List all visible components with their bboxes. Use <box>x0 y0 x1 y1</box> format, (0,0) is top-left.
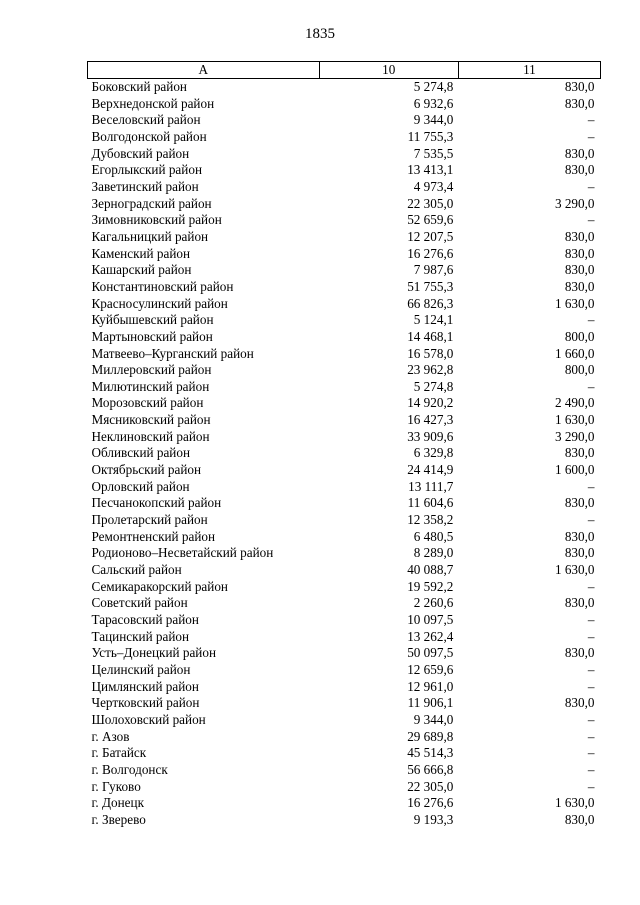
row-value-11-cell: 830,0 <box>564 528 595 544</box>
row-value-10-cell: 10 097,5 <box>407 612 454 627</box>
row-value-11-cell: 1 630,0 <box>554 412 595 428</box>
row-value-11-cell: – <box>587 378 595 394</box>
table-row <box>88 312 601 329</box>
row-value-10-cell: 5 124,1 <box>413 312 454 328</box>
row-value-11-cell: 830,0 <box>564 278 595 294</box>
column-header-11: 11 <box>458 62 600 79</box>
row-value-11-cell: 830,0 <box>564 545 595 561</box>
row-value-11-cell: 2 490,0 <box>554 395 595 411</box>
table-row <box>88 595 601 612</box>
row-value-10-cell: 24 414,9 <box>407 462 454 478</box>
row-name-cell: Дубовский район <box>91 145 190 161</box>
table-row <box>88 629 601 646</box>
row-value-10-cell: 50 097,5 <box>407 645 454 661</box>
row-name-cell: Чертковский район <box>91 695 200 711</box>
row-value-11-cell: – <box>587 178 595 194</box>
table-row <box>88 662 601 679</box>
row-value-10-cell: 12 207,5 <box>407 228 454 244</box>
row-value-10-cell: 6 932,6 <box>413 95 454 111</box>
row-value-10-cell: 4 973,4 <box>413 178 454 194</box>
row-value-10-cell: 11 604,6 <box>407 495 454 511</box>
row-value-10-cell: 9 344,0 <box>413 112 454 128</box>
row-name-cell: Боковский район <box>91 79 187 94</box>
row-name-cell: Заветинский район <box>91 178 199 194</box>
table-row <box>88 579 601 596</box>
table-row <box>88 279 601 296</box>
row-name-cell: г. Азов <box>91 728 130 744</box>
row-value-11-cell: 830,0 <box>564 95 595 111</box>
row-value-11-cell: 1 600,0 <box>554 462 595 478</box>
table-row <box>88 229 601 246</box>
row-value-11-cell: – <box>587 212 595 228</box>
row-name-cell: Тарасовский район <box>91 612 199 627</box>
table-header-row <box>88 62 601 79</box>
table-row <box>88 679 601 696</box>
row-name-cell: г. Батайск <box>91 745 147 761</box>
table-row <box>88 562 601 579</box>
table-row <box>88 529 601 546</box>
row-name-cell: Семикаракорский район <box>91 578 228 594</box>
budget-table <box>87 61 601 829</box>
table-row <box>88 79 601 96</box>
table-row <box>88 162 601 179</box>
row-value-10-cell: 52 659,6 <box>407 212 454 228</box>
table-row <box>88 262 601 279</box>
row-value-11-cell: – <box>587 761 595 777</box>
table-row <box>88 395 601 412</box>
row-name-cell: Родионово–Несветайский район <box>91 545 274 561</box>
row-value-10-cell: 9 344,0 <box>413 711 454 727</box>
row-name-cell: Миллеровский район <box>91 362 212 378</box>
row-name-cell: г. Волгодонск <box>91 761 168 777</box>
row-name-cell: г. Зверево <box>91 811 146 827</box>
table-row <box>88 512 601 529</box>
row-value-11-cell: 800,0 <box>564 362 595 378</box>
row-value-10-cell: 16 276,6 <box>407 795 454 811</box>
table-row <box>88 379 601 396</box>
row-value-11-cell: 830,0 <box>564 811 595 827</box>
row-value-10-cell: 9 193,3 <box>413 811 454 827</box>
row-name-cell: Константиновский район <box>91 278 234 294</box>
row-value-11-cell: 830,0 <box>564 228 595 244</box>
row-value-10-cell: 56 666,8 <box>407 761 454 777</box>
row-name-cell: Орловский район <box>91 478 190 494</box>
table-row <box>88 412 601 429</box>
row-name-cell: Морозовский район <box>91 395 204 411</box>
row-value-10-cell: 12 659,6 <box>407 661 454 677</box>
row-name-cell: Кашарский район <box>91 262 192 278</box>
row-name-cell: г. Гуково <box>91 778 141 794</box>
row-name-cell: Красносулинский район <box>91 295 228 311</box>
table-row <box>88 462 601 479</box>
table-row <box>88 96 601 113</box>
row-name-cell: Пролетарский район <box>91 512 208 528</box>
table-row <box>88 745 601 762</box>
row-name-cell: г. Донецк <box>91 795 144 811</box>
table-row <box>88 112 601 129</box>
row-value-10-cell: 33 909,6 <box>407 428 454 444</box>
row-value-10-cell: 11 906,1 <box>407 695 454 711</box>
table-row <box>88 812 601 829</box>
row-name-cell: Куйбышевский район <box>91 312 214 328</box>
row-value-10-cell: 13 413,1 <box>407 162 454 178</box>
row-name-cell: Мясниковский район <box>91 412 211 428</box>
row-name-cell: Сальский район <box>91 562 182 578</box>
row-name-cell: Егорлыкский район <box>91 162 202 178</box>
row-value-10-cell: 12 961,0 <box>407 678 454 694</box>
row-value-11-cell: – <box>587 628 595 644</box>
row-value-11-cell: 3 290,0 <box>554 195 595 211</box>
table-body <box>88 79 601 829</box>
row-value-10-cell: 19 592,2 <box>407 578 454 594</box>
row-value-11-cell: 1 660,0 <box>554 345 595 361</box>
row-value-10-cell: 16 276,6 <box>407 245 454 261</box>
row-value-11-cell: – <box>587 661 595 677</box>
row-value-11-cell: – <box>587 312 595 328</box>
row-name-cell: Каменский район <box>91 245 191 261</box>
row-value-10-cell: 13 111,7 <box>408 478 454 494</box>
row-value-11-cell: – <box>587 745 595 761</box>
row-value-11-cell: 3 290,0 <box>554 428 595 444</box>
row-value-11-cell: – <box>587 112 595 128</box>
table-row <box>88 196 601 213</box>
row-value-11-cell: 800,0 <box>564 328 595 344</box>
row-value-11-cell: 830,0 <box>564 595 595 611</box>
row-name-cell: Неклиновский район <box>91 428 210 444</box>
row-name-cell: Матвеево–Курганский район <box>91 345 254 361</box>
table-row <box>88 495 601 512</box>
row-name-cell: Зимовниковский район <box>91 212 222 228</box>
table-row <box>88 645 601 662</box>
row-name-cell: Веселовский район <box>91 112 201 128</box>
table-row <box>88 129 601 146</box>
row-value-10-cell: 16 427,3 <box>407 412 454 428</box>
row-value-10-cell: 8 289,0 <box>413 545 454 561</box>
table-row <box>88 779 601 796</box>
row-value-10-cell: 13 262,4 <box>407 628 454 644</box>
row-value-10-cell: 14 920,2 <box>407 395 454 411</box>
row-value-11-cell: 1 630,0 <box>554 295 595 311</box>
table-header <box>88 62 601 79</box>
row-value-10-cell: 6 329,8 <box>413 445 454 461</box>
table-row <box>88 795 601 812</box>
table-row <box>88 346 601 363</box>
row-value-10-cell: 66 826,3 <box>407 295 454 311</box>
row-name-cell: Песчанокопский район <box>91 495 222 511</box>
row-name-cell: Цимлянский район <box>91 678 199 694</box>
row-value-10-cell: 16 578,0 <box>407 345 454 361</box>
row-value-10-cell: 5 274,8 <box>413 79 454 94</box>
row-value-11-cell: 830,0 <box>564 445 595 461</box>
row-name-cell: Кагальницкий район <box>91 228 209 244</box>
row-value-11-cell: 830,0 <box>564 645 595 661</box>
row-name-cell: Усть–Донецкий район <box>91 645 217 661</box>
row-value-10-cell: 51 755,3 <box>407 278 454 294</box>
row-name-cell: Зерноградский район <box>91 195 212 211</box>
row-name-cell: Мартыновский район <box>91 328 213 344</box>
row-value-11-cell: – <box>587 578 595 594</box>
row-value-10-cell: 40 088,7 <box>407 562 454 578</box>
row-value-10-cell: 22 305,0 <box>407 195 454 211</box>
row-value-11-cell: 830,0 <box>564 262 595 278</box>
table-row <box>88 146 601 163</box>
table-row <box>88 712 601 729</box>
column-header-a: А <box>88 62 320 79</box>
row-value-10-cell: 22 305,0 <box>407 778 454 794</box>
row-name-cell: Шолоховский район <box>91 711 206 727</box>
row-name-cell: Советский район <box>91 595 188 611</box>
row-value-10-cell: 7 987,6 <box>413 262 454 278</box>
table-row <box>88 296 601 313</box>
row-value-11-cell: – <box>587 612 595 627</box>
table-row <box>88 362 601 379</box>
table-row <box>88 729 601 746</box>
row-name-cell: Октябрьский район <box>91 462 202 478</box>
row-value-10-cell: 12 358,2 <box>407 512 454 528</box>
row-value-11-cell: 1 630,0 <box>554 562 595 578</box>
row-value-11-cell: 830,0 <box>564 495 595 511</box>
row-value-10-cell: 11 755,3 <box>407 128 454 144</box>
row-value-11-cell: – <box>587 728 595 744</box>
table-row <box>88 762 601 779</box>
table-row <box>88 479 601 496</box>
table-row <box>88 695 601 712</box>
row-name-cell: Милютинский район <box>91 378 210 394</box>
row-value-11-cell: 830,0 <box>564 145 595 161</box>
row-value-10-cell: 45 514,3 <box>407 745 454 761</box>
row-name-cell: Волгодонской район <box>91 128 207 144</box>
page-number: 1835 <box>305 26 335 42</box>
row-name-cell: Ремонтненский район <box>91 528 216 544</box>
column-header-10: 10 <box>319 62 458 79</box>
row-value-10-cell: 7 535,5 <box>413 145 454 161</box>
row-value-11-cell: – <box>587 128 595 144</box>
row-value-10-cell: 14 468,1 <box>407 328 454 344</box>
row-value-10-cell: 29 689,8 <box>407 728 454 744</box>
row-value-11-cell: 830,0 <box>564 695 595 711</box>
row-name-cell: Целинский район <box>91 661 191 677</box>
row-name-cell: Тацинский район <box>91 628 190 644</box>
row-name-cell: Обливский район <box>91 445 191 461</box>
row-value-11-cell: 830,0 <box>564 162 595 178</box>
table-row <box>88 246 601 263</box>
row-value-11-cell: – <box>587 478 595 494</box>
table-row <box>88 429 601 446</box>
table-row <box>88 329 601 346</box>
table-row <box>88 445 601 462</box>
row-value-11-cell: – <box>587 711 595 727</box>
row-value-10-cell: 6 480,5 <box>413 528 454 544</box>
row-value-11-cell: – <box>587 678 595 694</box>
row-value-10-cell: 5 274,8 <box>413 378 454 394</box>
table-row <box>88 545 601 562</box>
row-value-11-cell: – <box>587 778 595 794</box>
table-row <box>88 212 601 229</box>
row-value-11-cell: 830,0 <box>564 79 595 94</box>
table-row <box>88 179 601 196</box>
row-value-11-cell: – <box>587 512 595 528</box>
table-row <box>88 612 601 629</box>
row-value-11-cell: 1 630,0 <box>554 795 595 811</box>
row-value-11-cell: 830,0 <box>564 245 595 261</box>
row-value-10-cell: 2 260,6 <box>413 595 454 611</box>
row-value-10-cell: 23 962,8 <box>407 362 454 378</box>
row-name-cell: Верхнедонской район <box>91 95 215 111</box>
